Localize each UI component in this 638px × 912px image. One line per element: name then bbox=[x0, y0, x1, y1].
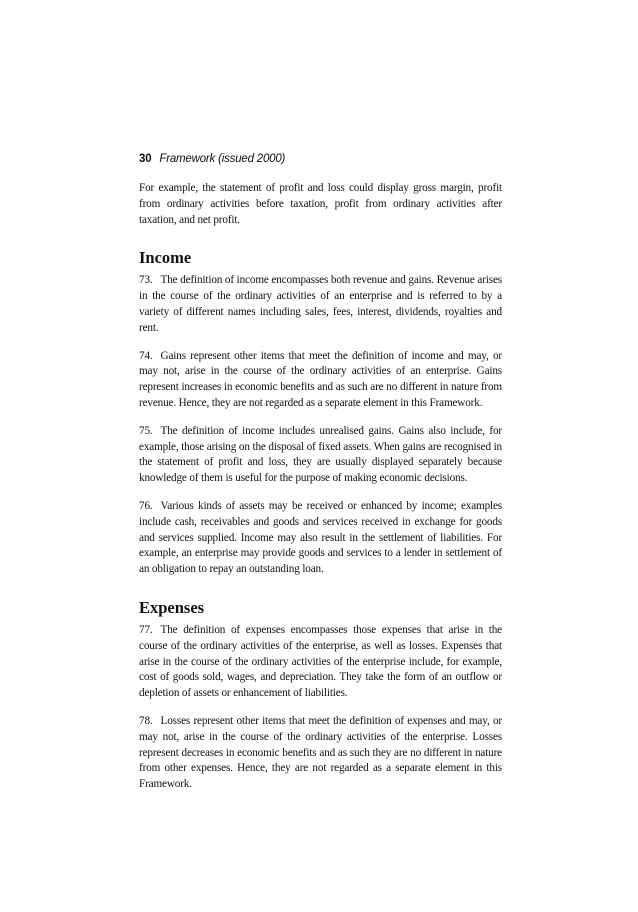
document-page bbox=[139, 153, 502, 793]
paragraph-75 bbox=[139, 424, 502, 487]
paragraph-number: 74. bbox=[139, 349, 153, 362]
paragraph-number: 77. bbox=[139, 623, 153, 636]
paragraph-text: The definition of income includes unrealised gains. Gains also include, for example, those arising on the disposal of fixed assets. When gains are recognised in the statement of profit and loss, they are usually displayed separately because knowledge of them is useful for the purpose of making economic decisions. bbox=[139, 424, 502, 485]
intro-paragraph: For example, the statement of profit and loss could display gross margin, profit from ordinary activities before taxation, profit from ordinary activities after taxation, and net profit. bbox=[139, 182, 502, 226]
paragraph-text: Gains represent other items that meet the definition of income and may, or may not, arise in the course of the ordinary activities of an enterprise. Gains represent increases in economic benefits and as such are no different in nature from revenue. Hence, they are not regarded as a separate element in this Framework. bbox=[139, 349, 502, 409]
page-number: 30 bbox=[139, 153, 152, 165]
paragraph-77 bbox=[139, 623, 502, 702]
section-heading-income: Income bbox=[139, 248, 192, 268]
paragraph-73 bbox=[139, 273, 502, 336]
section-income bbox=[139, 248, 502, 578]
running-title: Framework (issued 2000) bbox=[159, 153, 286, 165]
paragraph-number: 73. bbox=[139, 274, 153, 287]
paragraph-78 bbox=[139, 714, 502, 793]
paragraph-76 bbox=[139, 499, 502, 578]
paragraph-text: The definition of expenses encompasses those expenses that arise in the course of the ordinary activities of the enterprise, as well as losses. Expenses that arise in the course of the ordinary activities of the enterprise include, for example, cost of goods sold, wages, and depreciation. They take the form of an outflow or depletion of assets or enhancement of liabilities. bbox=[139, 623, 502, 700]
paragraph-text: Various kinds of assets may be received or enhanced by income; examples include cash, receivables and goods and services received in exchange for goods and services supplied. Income may also result in the settlement of liabilities. For example, an enterprise may provide goods and services to a lender in settlement of an obligation to repay an outstanding loan. bbox=[139, 499, 502, 576]
running-header bbox=[139, 153, 502, 165]
paragraph-text: The definition of income encompasses both revenue and gains. Revenue arises in the course of the ordinary activities of an enterprise and is referred to by a variety of different names including sales, fees, interest, dividends, royalties and rent. bbox=[139, 274, 502, 334]
section-heading-expenses: Expenses bbox=[139, 597, 205, 617]
paragraph-number: 76. bbox=[139, 499, 153, 512]
paragraph-number: 78. bbox=[139, 714, 153, 727]
paragraph-74 bbox=[139, 349, 502, 412]
paragraph-number: 75. bbox=[139, 424, 153, 437]
section-expenses bbox=[139, 598, 502, 793]
paragraph-text: Losses represent other items that meet the definition of expenses and may, or may not, arise in the course of the ordinary activities of the enterprise. Losses represent decreases in economic benefits and as such they are no different in nature from other expenses. Hence, they are not regarded as a separate element in this Framework. bbox=[139, 714, 502, 791]
